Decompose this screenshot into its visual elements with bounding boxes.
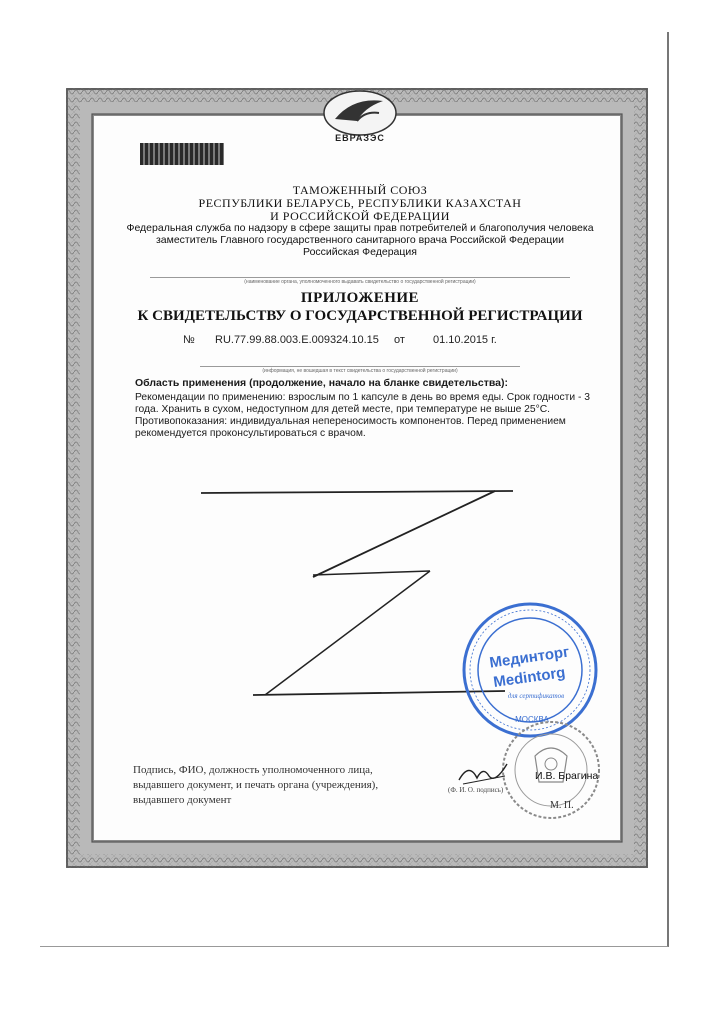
seal-mark: М. П. [550,800,574,811]
section-body: Рекомендации по применению: взрослым по 1 капсуле в день во время еды. Срок годности - 3 года. Хранить в сухом, недоступном для детей месте, при температуре не выше 25°С. Противопоказания: индивидуальная непереносимость компонентов. Перед применением рекомендуется проконсультироваться с врачом. [135,392,590,439]
signature-label: Подпись, ФИО, должность уполномоченного лица, выдавшего документ, и печать органа (учреждения), выдавшего документ [133,764,379,806]
agency-line-2: заместитель Главного государственного санитарного врача Российской Федерации [155,234,565,246]
agency-line-1: Федеральная служба по надзору в сфере защиты прав потребителей и благополучия человека [126,222,594,234]
organ-caption: (наименование органа, уполномоченного выдавать свидетельство о государственной регистрации) [150,277,570,285]
stamp-line-3: для сертификатов [507,692,565,700]
reg-date: 01.10.2015 г. [433,334,497,346]
logo-text: ЕВРАЗЭС [335,133,385,143]
title-line-2: К СВИДЕТЕЛЬСТВУ О ГОСУДАРСТВЕННОЙ РЕГИСТРАЦИИ [137,308,583,324]
stamp-city: МОСКВА [515,715,549,724]
section-heading: Область применения (продолжение, начало на бланке свидетельства): [135,377,508,389]
eurasec-logo [313,89,407,151]
blank-serial-stamp [140,143,224,165]
reg-date-label: от [394,334,405,346]
signatory-name: И.В. Брагина [535,770,599,782]
reg-number: RU.77.99.88.003.E.009324.10.15 [215,334,379,346]
union-line-2: РЕСПУБЛИКИ БЕЛАРУСЬ, РЕСПУБЛИКИ КАЗАХСТАН [198,196,522,210]
union-line-3: И РОССИЙСКОЙ ФЕДЕРАЦИИ [270,209,450,223]
title-line-1: ПРИЛОЖЕНИЕ [300,290,420,306]
signature-caption: (Ф. И. О. подпись) [448,786,504,794]
stamp-line-1: Мединторг [488,643,571,672]
union-line-1: ТАМОЖЕННЫЙ СОЮЗ [292,183,428,197]
reg-number-label: № [183,334,195,346]
agency-line-3: Российская Федерация [303,246,417,258]
stamp-line-2: Medintorg [492,664,567,692]
handwritten-signature [455,758,515,788]
info-caption: (информация, не вошедшая в текст свидетельства о государственной регистрации) [200,366,520,374]
